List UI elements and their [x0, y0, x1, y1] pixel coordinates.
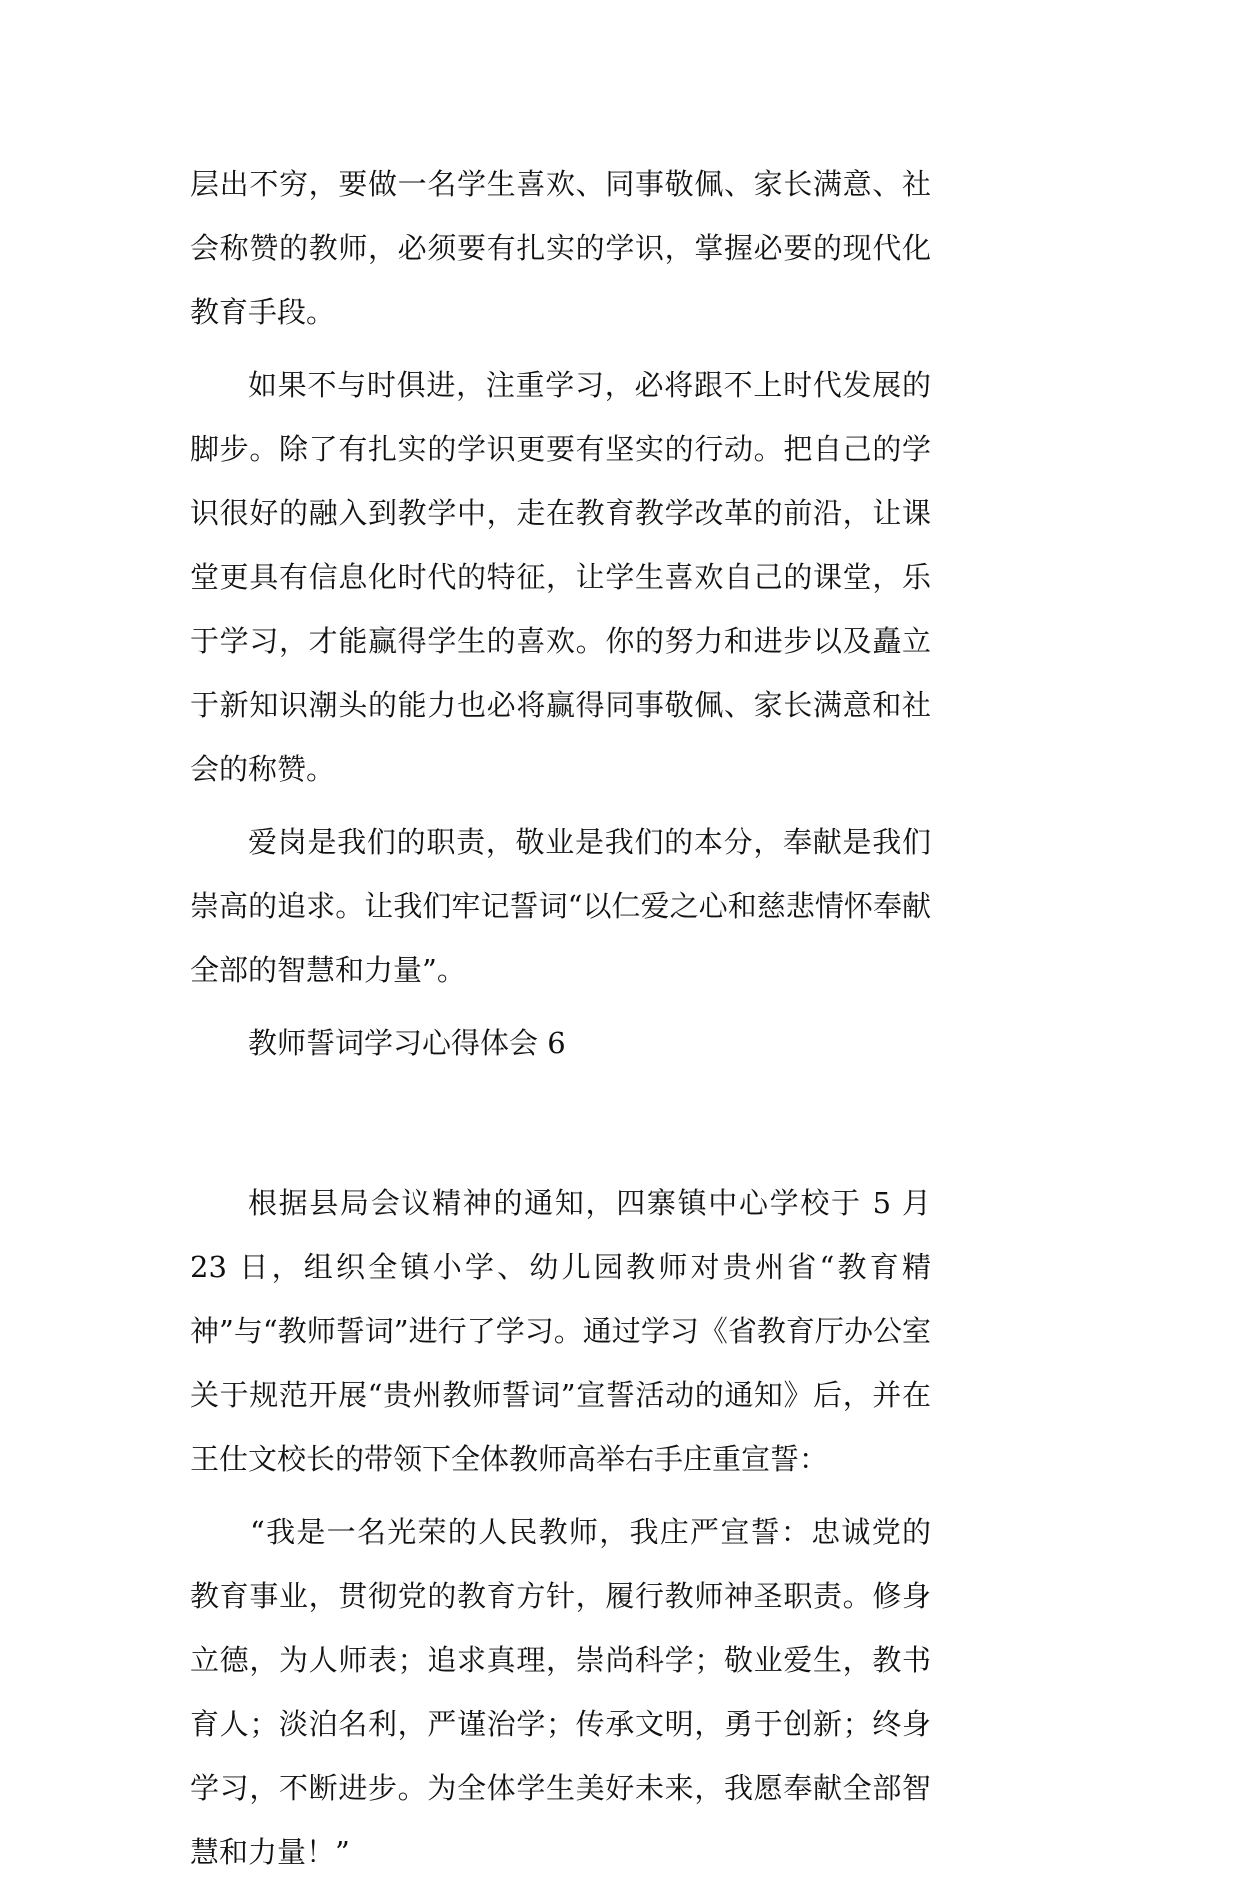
paragraph-duty: 爱岗是我们的职责，敬业是我们的本分，奉献是我们崇高的追求。让我们牢记誓词“以仁爱之心和慈悲情怀奉献全部的智慧和力量”。	[190, 825, 931, 987]
paragraph-continuation: 层出不穷，要做一名学生喜欢、同事敬佩、家长满意、社会称赞的教师，必须要有扎实的学识，掌握必要的现代化教育手段。	[190, 167, 931, 329]
paragraph-keep-learning: 如果不与时俱进，注重学习，必将跟不上时代发展的脚步。除了有扎实的学识更要有坚实的行动。把自己的学识很好的融入到教学中，走在教育教学改革的前沿，让课堂更具有信息化时代的特征，让学生喜欢自己的课堂，乐于学习，才能赢得学生的喜欢。你的努力和进步以及矗立于新知识潮头的能力也必将赢得同事敬佩、家长满意和社会的称赞。	[190, 368, 931, 786]
section-heading: 教师誓词学习心得体会 6	[248, 1026, 566, 1060]
paragraph-notice: 根据县局会议精神的通知，四寨镇中心学校于 5 月 23 日，组织全镇小学、幼儿园教师对贵州省“教育精神”与“教师誓词”进行了学习。通过学习《省教育厅办公室关于规范开展“贵州教师誓词”宣誓活动的通知》后，并在王仕文校长的带领下全体教师高举右手庄重宣誓：	[190, 1186, 931, 1476]
paragraph-oath-quote: “我是一名光荣的人民教师，我庄严宣誓：忠诚党的教育事业，贯彻党的教育方针，履行教师神圣职责。修身立德，为人师表；追求真理，崇尚科学；敬业爱生，教书育人；淡泊名利，严谨治学；传承文明，勇于创新；终身学习，不断进步。为全体学生美好未来，我愿奉献全部智慧和力量！”	[190, 1515, 931, 1869]
